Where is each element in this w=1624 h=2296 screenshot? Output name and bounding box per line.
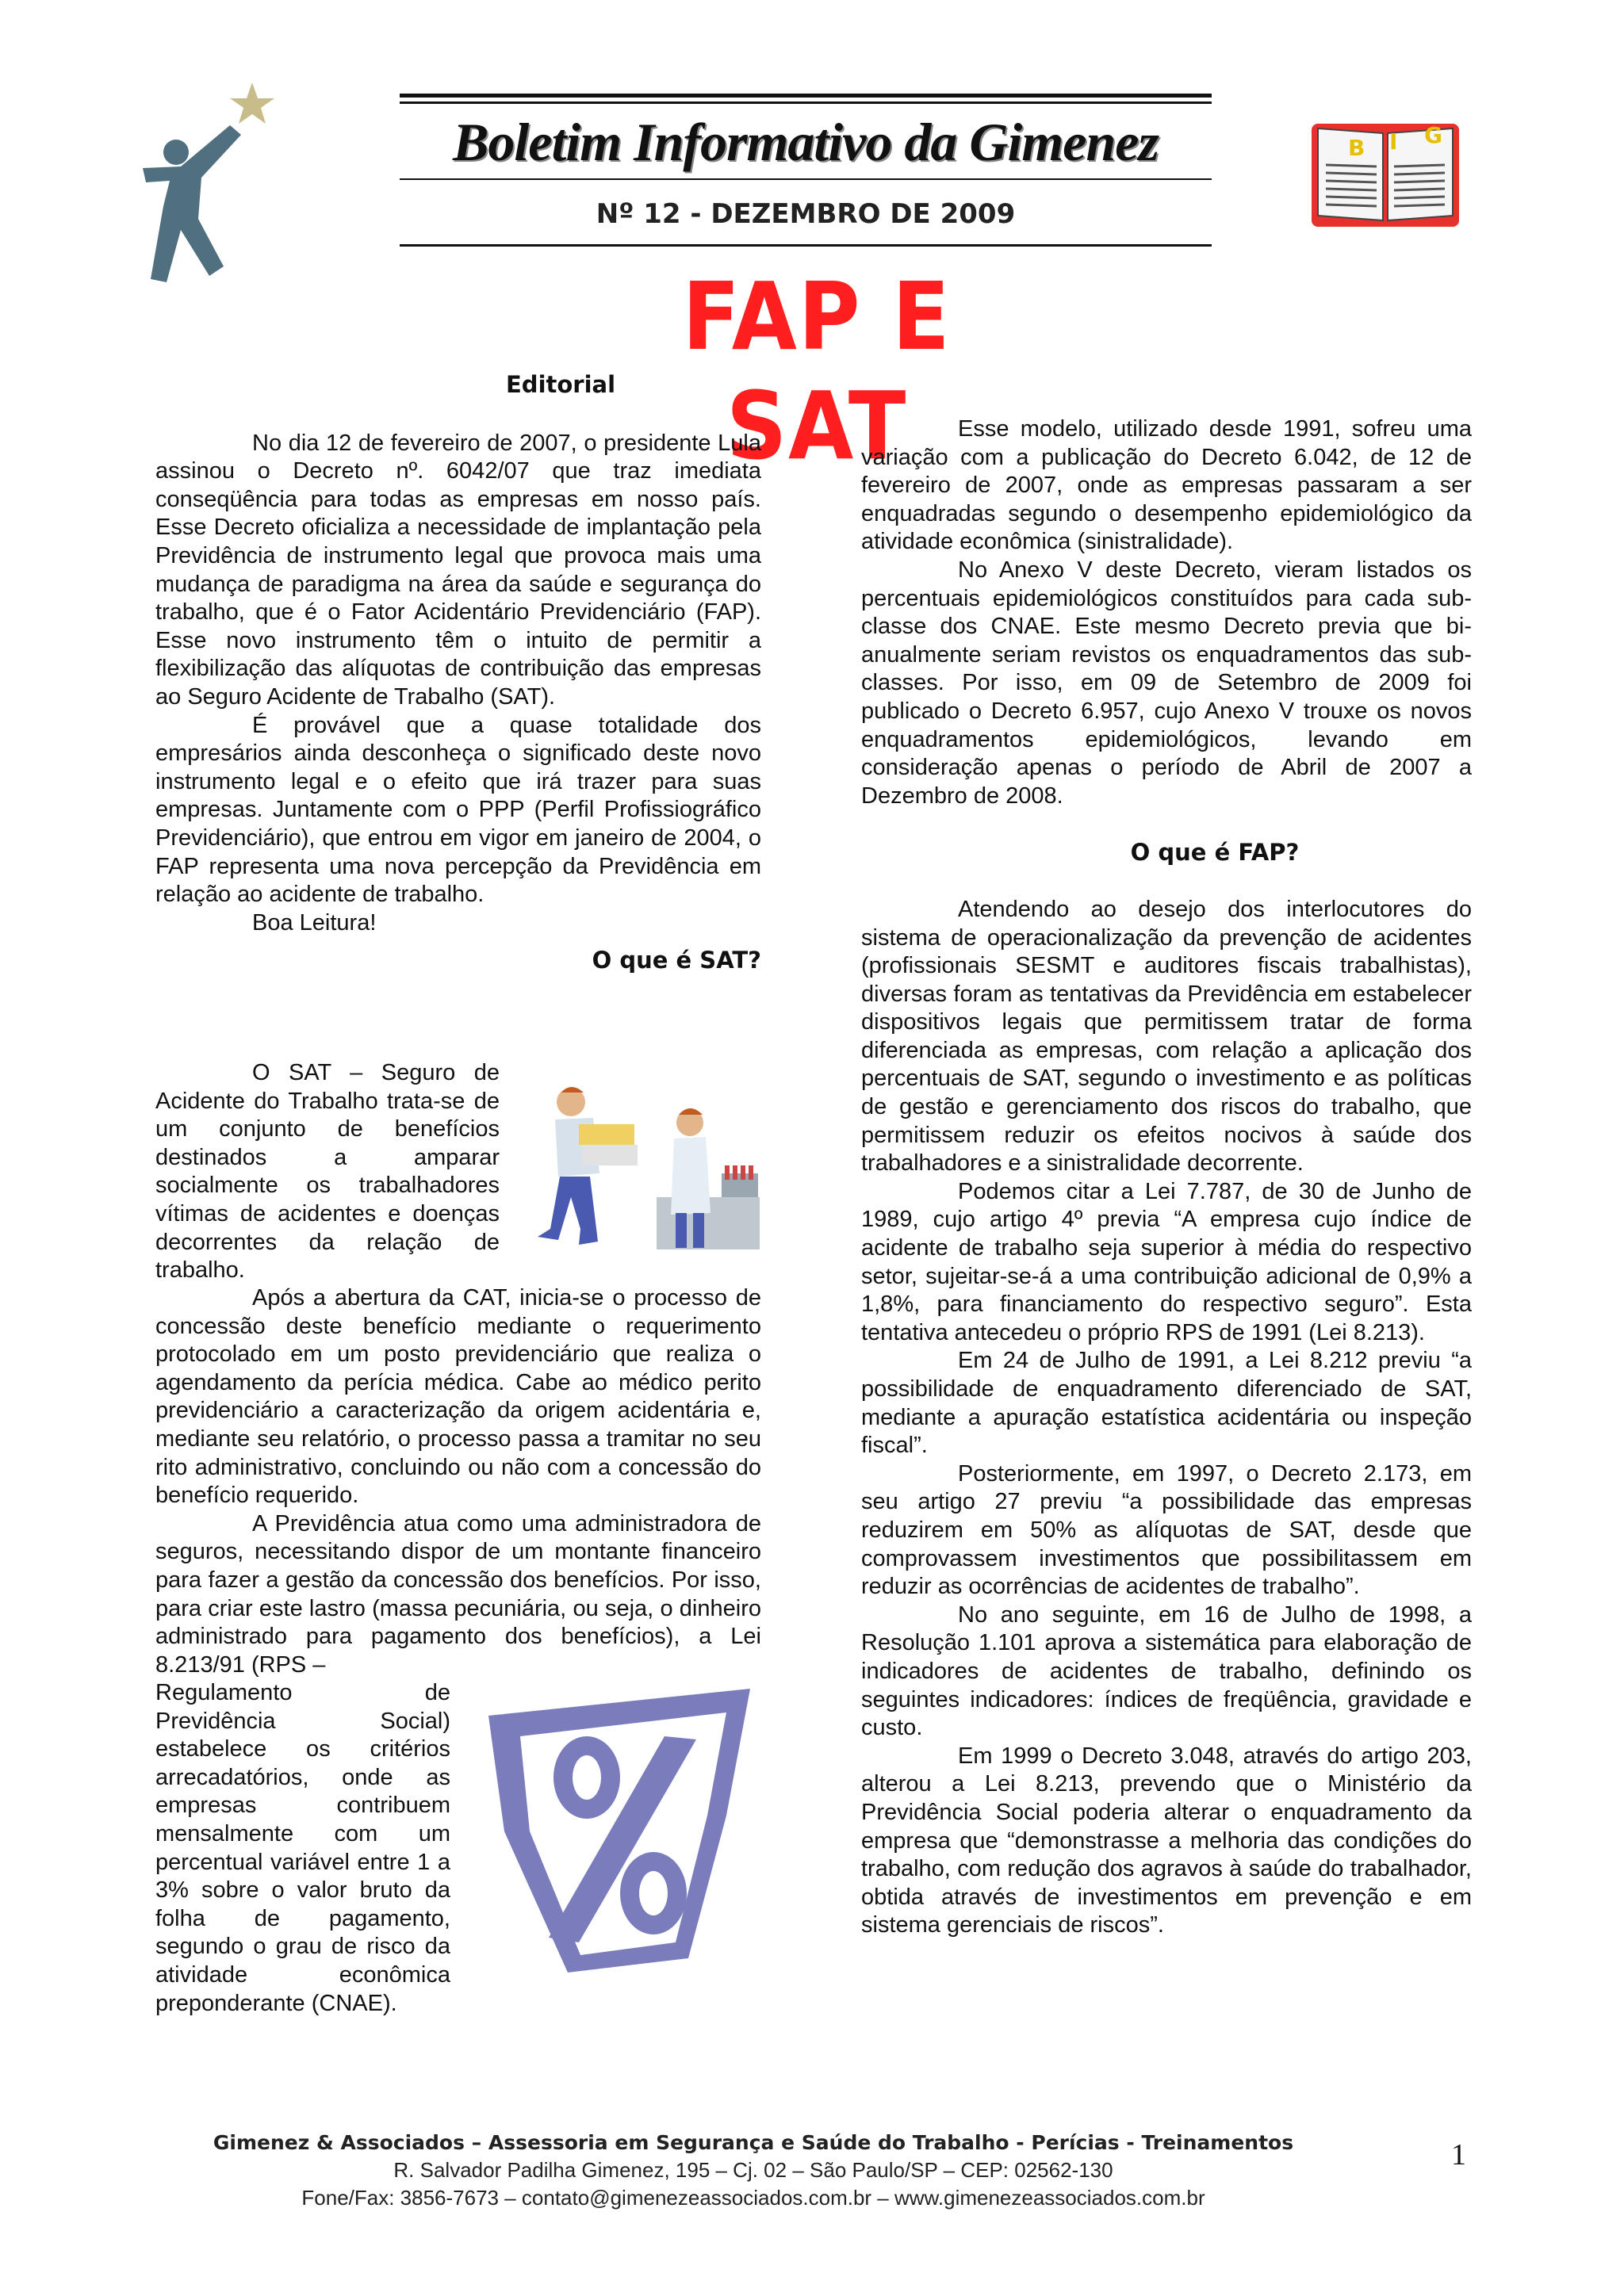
header-rule-top — [400, 94, 1212, 98]
left-column — [155, 371, 761, 986]
sat-wrap-block — [155, 1679, 450, 2018]
big-letter-i: I — [1389, 128, 1398, 155]
fap-paragraph: Posteriormente, em 1997, o Decreto 2.173, em seu artigo 27 previu “a possibilidade das empresas reduzirem em 50% as alíquotas de SAT, desde que comprovassem investimentos que possibilitassem em reduzir as ocorrências de acidentes de trabalho”. — [861, 1460, 1472, 1600]
intro-paragraph: Esse modelo, utilizado desde 1991, sofreu uma variação com a publicação do Decreto 6.042, de 12 de fevereiro de 2007, onde as empresas passaram a ser enquadradas segundo o desempenho epidemiológico da atividade econômica (sinistralidade). — [861, 416, 1472, 555]
editorial-paragraph: No dia 12 de fevereiro de 2007, o presidente Lula assinou o Decreto nº. 6042/07 que traz imediata conseqüência para todas as empresas em nosso país. Esse Decreto oficializa a necessidade de implantação pela Previdência de instrumento legal que provoca mais uma mudança de paradigma na área da saúde e segurança do trabalho, que é o Fator Acidentário Previdenciário (FAP). Esse novo instrumento têm o intuito de permitir a flexibilização das alíquotas de contribuição das empresas ao Seguro Acidente de Trabalho (SAT). — [155, 430, 761, 710]
footer-contact: Fone/Fax: 3856-7673 – contato@gimenezeassociados.com.br – www.gimenezeassociados.com.br — [301, 2186, 1205, 2210]
sat-intro-paragraph: O SAT – Seguro de Acidente do Trabalho trata-se de um conjunto de benefícios destinados a amparar socialmente os trabalhadores vítimas de acidentes e doenças decorrentes da relação de trabalho. — [155, 1060, 500, 1284]
editorial-signoff: Boa Leitura! — [252, 909, 377, 936]
sat-wrap-paragraph: Regulamento de Previdência Social) estabelece os critérios arrecadatórios, onde as empresas contribuem mensalmente com um percentual variável entre 1 a 3% sobre o valor bruto da folha de pagamento, segundo o grau de risco da atividade econômica preponderante (CNAE). — [155, 1680, 450, 2016]
star-icon — [230, 82, 274, 124]
big-letter-g: G — [1424, 122, 1442, 148]
big-letter-b: B — [1348, 135, 1365, 161]
fap-paragraph: Em 1999 o Decreto 3.048, através do artigo 203, alterou a Lei 8.213, prevendo que o Ministério da Previdência Social poderia alterar o enquadramento da empresa que “demonstrasse a melhoria das condições do trabalho, com redução dos agravos à saúde do trabalhador, obtida através de investimentos em prevenção e em sistema gerenciais de riscos”. — [861, 1743, 1472, 1938]
percent-icon — [488, 1689, 750, 1974]
sat-body — [155, 1284, 761, 1679]
sat-heading: O que é SAT? — [592, 947, 761, 974]
company-logo — [135, 79, 285, 285]
header-rule-bottom — [400, 244, 1212, 247]
workers-illustration — [523, 1078, 761, 1253]
issue-number: Nº 12 - DEZEMBRO DE 2009 — [596, 198, 1016, 230]
sat-intro-block — [155, 1059, 500, 1285]
fap-heading: O que é FAP? — [1130, 839, 1300, 867]
big-book-icon — [1307, 109, 1465, 236]
footer-address: R. Salvador Padilha Gimenez, 195 – Cj. 02 – São Paulo/SP – CEP: 02562-130 — [393, 2158, 1113, 2182]
editorial-heading: Editorial — [506, 371, 616, 398]
fap-paragraph: Podemos citar a Lei 7.787, de 30 de Junho de 1989, cujo artigo 4º previa “A empresa cujo índice de acidente de trabalho seja superior à média do respectivo setor, sujeitar-se-á a uma contribuição adicional de 0,9% a 1,8%, para financiamento do respectivo seguro”. Esta tentativa antecedeu o próprio RPS de 1991 (Lei 8.213). — [861, 1178, 1472, 1345]
sat-paragraph: Após a abertura da CAT, inicia-se o processo de concessão deste benefício mediante o requerimento protocolado em um posto previdenciário que realiza o agendamento da perícia médica. Cabe ao médico perito previdenciário a caracterização da origem acidentária e, mediante seu relatório, o processo passa a tramitar no seu rito administrativo, concluindo ou não com a concessão do benefício requerido. — [155, 1285, 761, 1509]
masthead-title: Boletim Informativo da Gimenez — [453, 112, 1159, 172]
intro-paragraph: No Anexo V deste Decreto, vieram listados os percentuais epidemiológicos constituídos para cada sub-classe dos CNAE. Este mesmo Decreto previa que bi-anualmente seriam revistos os enquadramentos das sub-classes. Por isso, em 09 de Setembro de 2009 foi publicado o Decreto 6.957, cujo Anexo V trouxe os novos enquadramentos epidemiológicos, levando em consideração apenas o período de Abril de 2007 a Dezembro de 2008. — [861, 557, 1472, 809]
headline: FAP E SAT — [682, 262, 952, 480]
sat-paragraph: A Previdência atua como uma administradora de seguros, necessitando dispor de um montante financeiro para fazer a gestão da concessão dos benefícios. Por isso, para criar este lastro (massa pecuniária, ou seja, o dinheiro administrado para pagamento dos benefícios), a Lei 8.213/91 (RPS – — [155, 1510, 761, 1678]
header-rule-top-thin — [400, 101, 1212, 104]
fap-paragraph: No ano seguinte, em 16 de Julho de 1998, a Resolução 1.101 aprova a sistemática para elaboração de indicadores de acidentes de trabalho, definindo os seguintes indicadores: índices de freqüência, gravidade e custo. — [861, 1601, 1472, 1741]
page-number: 1 — [1451, 2138, 1466, 2172]
header-rule-mid — [400, 178, 1212, 180]
footer-company: Gimenez & Associados – Assessoria em Segurança e Saúde do Trabalho - Perícias - Treinamentos — [213, 2131, 1294, 2154]
fap-paragraph: Em 24 de Julho de 1991, a Lei 8.212 previu “a possibilidade de enquadramento diferenciado de SAT, mediante a apuração estatística acidentária ou inspeção fiscal”. — [861, 1348, 1472, 1459]
right-column — [861, 415, 1472, 1940]
fap-paragraph: Atendendo ao desejo dos interlocutores do sistema de operacionalização da prevenção de acidentes (profissionais SESMT e auditores fiscais trabalhistas), diversas foram as tentativas da Previdência em estabelecer dispositivos legais que permitissem tratar de forma diferenciada as empresas, com relação a aplicação dos percentuais de SAT, segundo o investimento e as políticas de gestão e gerenciamento dos riscos do trabalho, que permitissem reduzir os efeitos nocivos à saúde dos trabalhadores e a sinistralidade decorrente. — [861, 896, 1472, 1177]
editorial-paragraph: É provável que a quase totalidade dos empresários ainda desconheça o significado deste novo instrumento legal e o efeito que irá trazer para suas empresas. Juntamente com o PPP (Perfil Profissiográfico Previdenciário), que entrou em vigor em janeiro de 2004, o FAP representa uma nova percepção da Previdência em relação ao acidente de trabalho. — [155, 712, 761, 908]
